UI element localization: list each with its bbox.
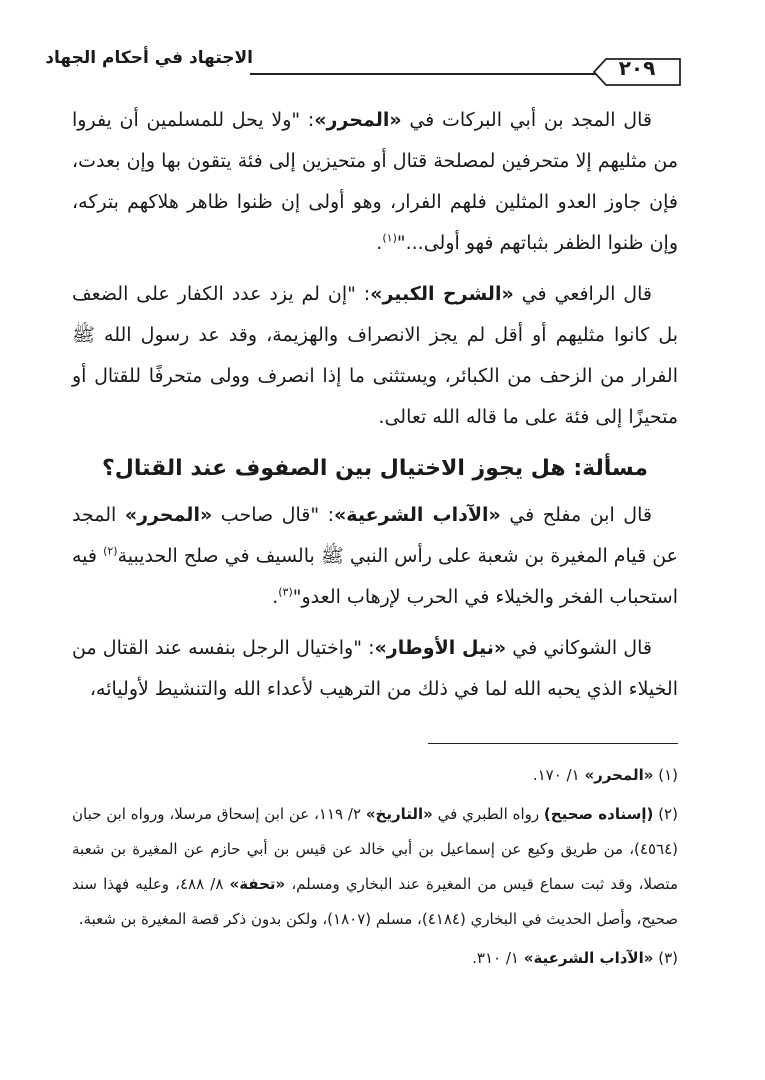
paragraph-3-text-3: فيه استحباب الفخر والخيلاء في الحرب لإرهاب العدو" (72, 545, 678, 608)
paragraph-4 (72, 628, 678, 710)
paragraph-2-text: : "إن لم يزد عدد الكفار على الضعف بل كانوا مثليهم أو أقل لم يجز الانصراف والهزيمة، وقد عد رسول الله ﷺ الفرار من الزحف من الكبائر، ويستثنى ما إذا انصرف وولى متحرفًا للقتال أو متحيزًا إلى فئة على ما قاله الله تعالى. (72, 283, 678, 428)
page-number: ٢٠٩ (618, 56, 656, 80)
paragraph-4-source: «نيل الأوطار» (374, 637, 507, 659)
footnote-ref-1[interactable]: (١) (382, 231, 397, 245)
footnote-2 (72, 797, 678, 937)
paragraph-1-end: . (376, 232, 383, 254)
footnote-ref-3[interactable]: (٣) (278, 585, 293, 599)
footnote-3-text: ١/ ٣١٠. (472, 949, 524, 967)
section-heading: مسألة: هل يجوز الاختيال بين الصفوف عند القتال؟ (102, 456, 648, 481)
paragraph-3-source-2: «المحرر» (124, 504, 213, 526)
footnotes (72, 758, 678, 980)
footnote-2-text-2: ٢/ ١١٩، عن ابن إسحاق مرسلا، ورواه ابن حبان (٤٥٦٤)، من طريق وكيع عن إسماعيل بن أبي خالد عن قيس بن أبي حازم عن المغيرة بن شعبة متصلا، وقد ثبت سماع قيس من المغيرة عند البخاري ومسلم، (72, 805, 678, 893)
footnote-2-source-1: «التاريخ» (365, 805, 433, 823)
footnote-1-text: ١/ ١٧٠. (532, 766, 585, 784)
paragraph-1-source: «المحرر» (314, 109, 402, 131)
paragraph-2-lead: قال الرافعي في (513, 283, 652, 305)
footnote-1-number: (١) (658, 766, 678, 784)
footnote-separator (428, 743, 678, 744)
paragraph-3-lead: قال ابن مفلح في (500, 504, 652, 526)
paragraph-4-lead: قال الشوكاني في (506, 637, 652, 659)
paragraph-3 (72, 495, 678, 618)
footnote-ref-2[interactable]: (٢) (103, 544, 118, 558)
main-text (72, 100, 678, 720)
paragraph-2 (72, 274, 678, 438)
paragraph-2-source: «الشرح الكبير» (370, 283, 514, 305)
paragraph-1-text: : "ولا يحل للمسلمين أن يفروا من مثليهم إلا متحرفين لمصلحة قتال أو متحيزين إلى فئة يتقون بها وإن بعدت، فإن جاوز العدو المثلين فلهم الفرار، وهو أولى إن ظنوا ظاهر هلاكهم بتركه، وإن ظنوا الظفر بثباتهم فهو أولى..." (72, 109, 678, 254)
paragraph-4-text: : "واختيال الرجل بنفسه عند القتال من الخيلاء الذي يحبه الله لما في ذلك من الترهيب لأعداء الله والتنشيط لأوليائه، (72, 637, 678, 700)
paragraph-3-end: . (272, 586, 279, 608)
paragraph-3-source: «الآداب الشرعية» (334, 504, 501, 526)
paragraph-3-text-1: : "قال صاحب (212, 504, 335, 526)
footnote-2-number: (٢) (658, 805, 678, 823)
footnote-2-source-2: «تحفة» (229, 875, 286, 893)
footnote-2-text-3: ٨/ ٤٨٨، وعليه فهذا سند صحيح، وأصل الحديث في البخاري (٤١٨٤)، مسلم (١٨٠٧)، ولكن بدون ذكر قصة المغيرة بن شعبة. (72, 875, 678, 928)
footnote-2-grade: (إسناده صحيح) (543, 805, 654, 823)
footnote-1 (72, 758, 678, 793)
footnote-3-number: (٣) (658, 949, 678, 967)
paragraph-1-lead: قال المجد بن أبي البركات في (401, 109, 652, 131)
paragraph-1 (72, 100, 678, 264)
footnote-3-source: «الآداب الشرعية» (523, 949, 654, 967)
footnote-1-source: «المحرر» (584, 766, 654, 784)
running-header-title: الاجتهاد في أحكام الجهاد (45, 48, 253, 68)
paragraph-3-text-2: المجد عن قيام المغيرة بن شعبة على رأس النبي ﷺ بالسيف في صلح الحديبية (72, 504, 679, 567)
footnote-3 (72, 941, 678, 976)
footnote-2-text-1: رواه الطبري في (432, 805, 544, 823)
